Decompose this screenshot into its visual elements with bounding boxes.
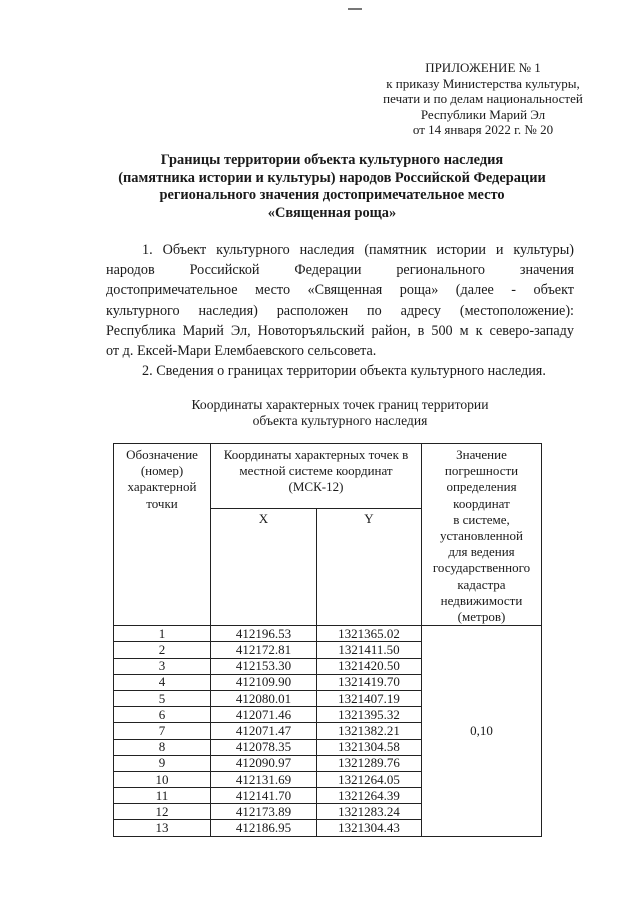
y-coordinate-cell: 1321304.58 (317, 739, 422, 755)
y-coordinate-cell: 1321264.05 (317, 771, 422, 787)
title-line: Границы территории объекта культурного наследия (160, 152, 504, 168)
x-coordinate-cell: 412090.97 (211, 755, 317, 771)
appendix-header (378, 60, 588, 138)
point-number-cell: 8 (114, 739, 211, 755)
title-line: регионального значения достопримечательное место (159, 187, 505, 204)
x-coordinate-cell: 412109.90 (211, 674, 317, 690)
point-number-cell: 1 (114, 626, 211, 642)
x-coordinate-cell: 412141.70 (211, 788, 317, 804)
appendix-line: ПРИЛОЖЕНИЕ № 1 (425, 60, 541, 75)
x-coordinate-cell: 412186.95 (211, 820, 317, 836)
point-number-cell: 9 (114, 755, 211, 771)
paragraph-2: 2. Сведения о границах территории объекта культурного наследия. (142, 363, 546, 380)
x-coordinate-cell: 412071.47 (211, 723, 317, 739)
point-number-cell: 12 (114, 804, 211, 820)
scan-mark (348, 8, 362, 10)
header-point-number: Обозначение (номер) характерной точки (114, 444, 211, 626)
y-coordinate-cell: 1321419.70 (317, 674, 422, 690)
header-coordinates: Координаты характерных точек в местной системе координат (МСК-12) (211, 444, 422, 509)
paragraph-1-line: народов Российской Федерации регионального значения (106, 262, 574, 279)
title-line: «Священная роща» (267, 204, 397, 221)
header-x: X (211, 509, 317, 626)
point-number-cell: 13 (114, 820, 211, 836)
caption-line: объекта культурного наследия (252, 413, 428, 428)
point-number-cell: 10 (114, 771, 211, 787)
appendix-line: печати и по делам национальностей (383, 91, 583, 107)
coordinates-table (113, 443, 542, 837)
x-coordinate-cell: 412080.01 (211, 690, 317, 706)
y-coordinate-cell: 1321411.50 (317, 642, 422, 658)
title-line: (памятника истории и культуры) народов Российской Федерации (118, 169, 546, 186)
x-coordinate-cell: 412071.46 (211, 707, 317, 723)
paragraph-1-line: 1. Объект культурного наследия (памятник истории и культуры) (142, 242, 574, 258)
coordinates-body (114, 626, 542, 836)
paragraph-1-line: от д. Ексей-Мари Елембаевского сельсовета. (106, 343, 377, 360)
y-coordinate-cell: 1321365.02 (317, 626, 422, 642)
paragraph-1-line: культурного наследия) расположен по адресу (местоположение): (106, 302, 574, 319)
header-accuracy: Значение погрешности определения координат в системе, установленной для ведения государственного кадастра недвижимости (метров) (422, 444, 542, 626)
appendix-line: к приказу Министерства культуры, (386, 75, 580, 91)
x-coordinate-cell: 412078.35 (211, 739, 317, 755)
appendix-line: от 14 января 2022 г. № 20 (412, 122, 554, 138)
y-coordinate-cell: 1321289.76 (317, 755, 422, 771)
x-coordinate-cell: 412153.30 (211, 658, 317, 674)
y-coordinate-cell: 1321395.32 (317, 707, 422, 723)
table-row (114, 626, 542, 642)
point-number-cell: 2 (114, 642, 211, 658)
y-coordinate-cell: 1321283.24 (317, 804, 422, 820)
document-title (98, 152, 566, 222)
y-coordinate-cell: 1321264.39 (317, 788, 422, 804)
x-coordinate-cell: 412172.81 (211, 642, 317, 658)
point-number-cell: 3 (114, 658, 211, 674)
point-number-cell: 6 (114, 707, 211, 723)
appendix-line: Республики Марий Эл (420, 106, 546, 122)
paragraph-1-line: достопримечательное место «Священная роща» (далее - объект (106, 282, 574, 299)
y-coordinate-cell: 1321420.50 (317, 658, 422, 674)
x-coordinate-cell: 412173.89 (211, 804, 317, 820)
point-number-cell: 11 (114, 788, 211, 804)
paragraph-1-line: Республика Марий Эл, Новоторъяльский район, в 500 м к северо-западу (106, 322, 574, 339)
y-coordinate-cell: 1321407.19 (317, 690, 422, 706)
x-coordinate-cell: 412196.53 (211, 626, 317, 642)
point-number-cell: 4 (114, 674, 211, 690)
caption-line: Координаты характерных точек границ территории (191, 397, 489, 412)
y-coordinate-cell: 1321304.43 (317, 820, 422, 836)
accuracy-value: 0,10 (422, 626, 542, 836)
table-caption (160, 397, 520, 429)
document-body (106, 240, 574, 381)
header-y: Y (317, 509, 422, 626)
y-coordinate-cell: 1321382.21 (317, 723, 422, 739)
point-number-cell: 5 (114, 690, 211, 706)
point-number-cell: 7 (114, 723, 211, 739)
x-coordinate-cell: 412131.69 (211, 771, 317, 787)
